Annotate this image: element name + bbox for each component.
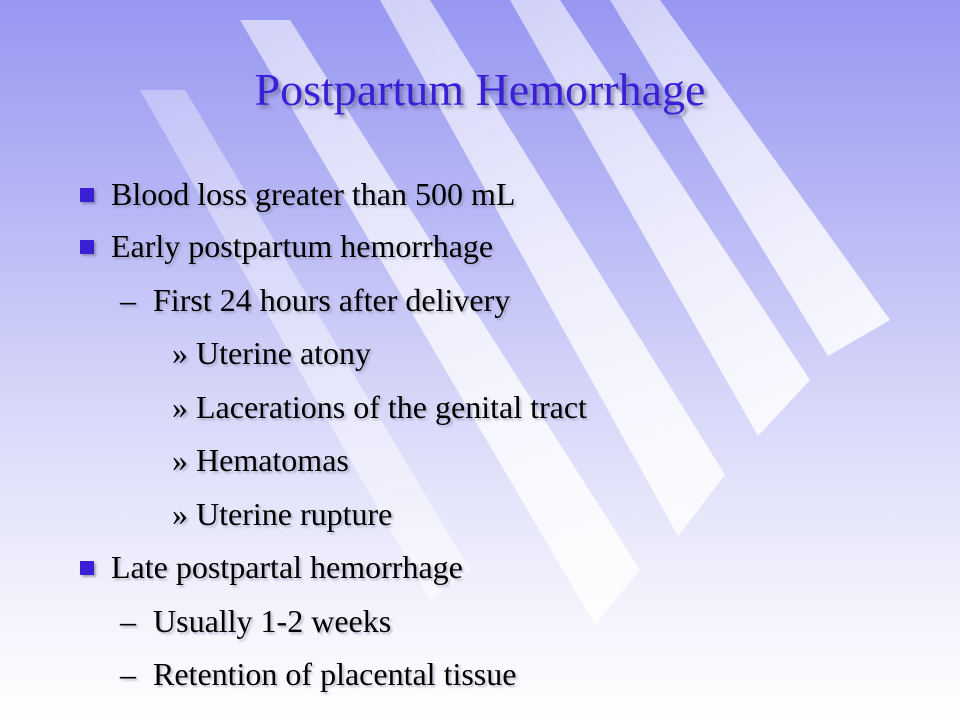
square-bullet-icon	[80, 561, 94, 575]
bullet-text-level-1: Early postpartum hemorrhage	[111, 228, 494, 264]
bullet-text-level-2: Usually 1-2 weeks	[153, 603, 392, 639]
chevron-marker: »	[172, 496, 188, 532]
square-bullet-icon	[80, 240, 94, 254]
chevron-marker: »	[172, 335, 188, 371]
dash-marker: –	[120, 282, 136, 318]
bullet-text-level-3: Uterine rupture	[196, 496, 393, 532]
bullet-text-level-2: Retention of placental tissue	[153, 656, 517, 692]
bullet-text-level-2: First 24 hours after delivery	[153, 282, 511, 318]
dash-marker: –	[120, 603, 136, 639]
bullet-text-level-3: Hematomas	[196, 442, 349, 478]
chevron-marker: »	[172, 389, 188, 425]
slide-title: Postpartum Hemorrhage	[254, 64, 706, 115]
chevron-marker: »	[172, 442, 188, 478]
square-bullet-icon	[80, 188, 94, 202]
bullet-text-level-3: Uterine atony	[196, 335, 372, 371]
bullet-text-level-1: Blood loss greater than 500 mL	[111, 176, 516, 212]
bullet-text-level-1: Late postpartal hemorrhage	[111, 549, 463, 585]
dash-marker: –	[120, 656, 136, 692]
bullet-text-level-3: Lacerations of the genital tract	[196, 389, 587, 425]
